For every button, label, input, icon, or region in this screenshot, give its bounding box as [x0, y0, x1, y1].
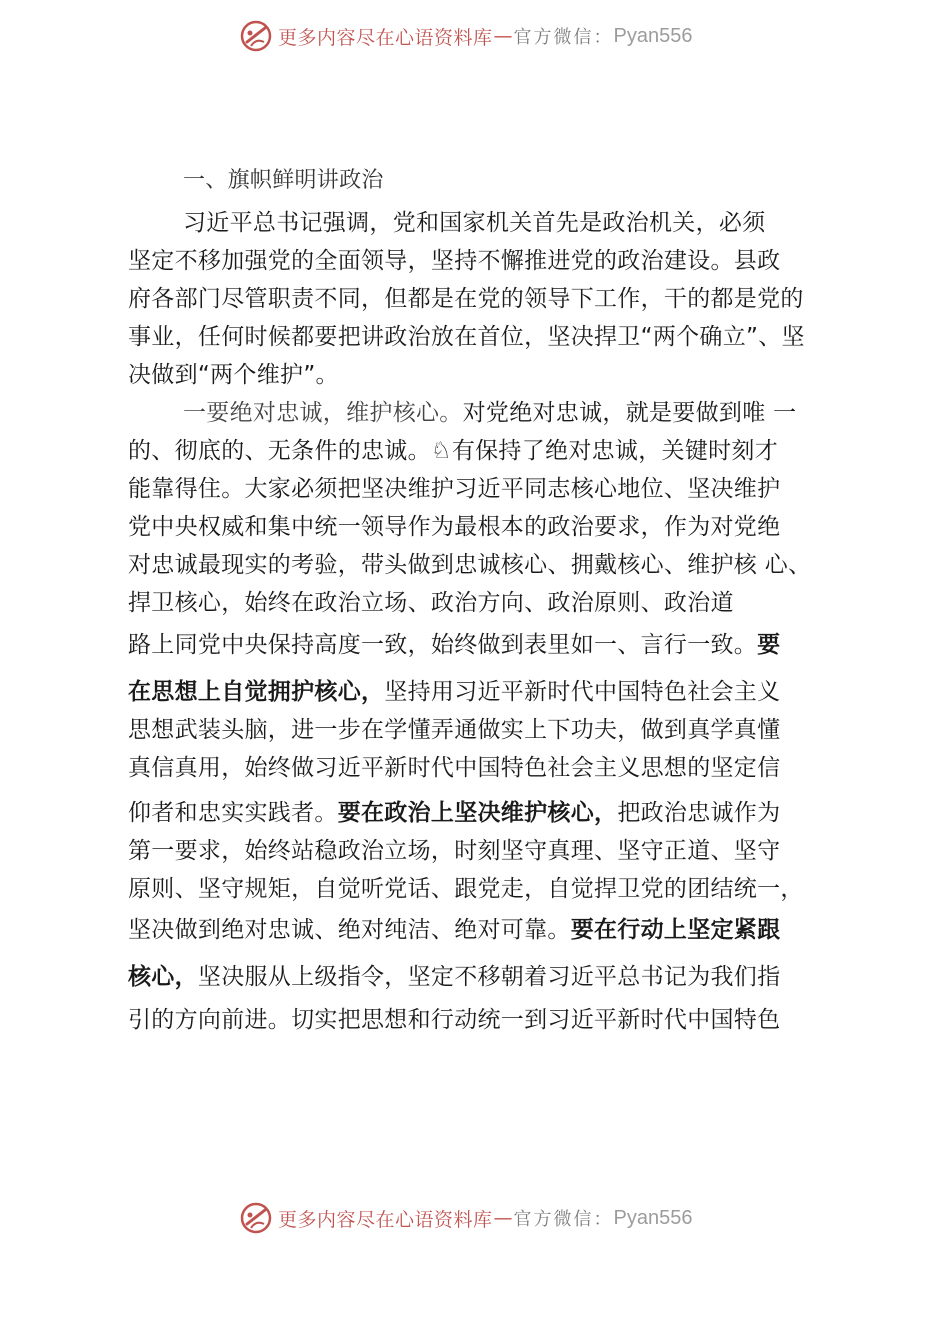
- watermark-label: 官方微信：: [513, 27, 614, 48]
- paragraph-line: 府各部门尽管职责不同，但都是在党的领导下工作，干的都是党的: [128, 286, 804, 312]
- paragraph-line: 能靠得住。大家必须把坚决维护习近平同志核心地位、坚决维护: [128, 476, 781, 502]
- text-run: 对党绝对忠诚，就是要做到唯 一: [462, 400, 797, 426]
- book-quill-logo-icon: [238, 18, 274, 54]
- watermark-footer: [238, 1200, 692, 1236]
- bold-run: 要在行动上坚定紧跟: [570, 917, 781, 943]
- paragraph-line: 思想武装头脑，进一步在学懂弄通做实上下功夫，做到真学真懂: [128, 717, 781, 743]
- paragraph-line: [128, 962, 780, 992]
- paragraph-line: 对忠诚最现实的考验，带头做到忠诚核心、拥戴核心、维护核 心、: [128, 552, 812, 578]
- paragraph-line: 真信真用，始终做习近平新时代中国特色社会主义思想的坚定信: [128, 755, 781, 781]
- paragraph-line: 事业，任何时候都要把讲政治放在首位，坚决捍卫“两个确立”、坚: [128, 324, 805, 350]
- paragraph-line: [128, 677, 780, 707]
- paragraph-line: 坚定不移加强党的全面领导，坚持不懈推进党的政治建设。县政: [128, 248, 781, 274]
- paragraph-line: 捍卫核心，始终在政治立场、政治方向、政治原则、政治道: [128, 590, 734, 616]
- paragraph-line: 决做到“两个维护”。: [128, 362, 339, 388]
- watermark-separator: —: [493, 1207, 513, 1229]
- text-run: 仰者和忠实实践者。: [128, 800, 338, 826]
- text-run: 路上同党中央保持高度一致，始终做到表里如一、言行一致。: [128, 632, 758, 658]
- bold-run: 核心，: [128, 964, 198, 990]
- paragraph-line: 党中央权威和集中统一领导作为最根本的政治要求，作为对党绝: [128, 514, 781, 540]
- watermark-brand: 更多内容尽在心语资料库: [278, 1208, 493, 1231]
- section-heading: 一、旗帜鲜明讲政治: [183, 168, 384, 193]
- paragraph-line: 习近平总书记强调，党和国家机关首先是政治机关，必须: [183, 210, 766, 236]
- paragraph-line: 引的方向前进。切实把思想和行动统一到习近平新时代中国特色: [128, 1007, 781, 1033]
- text-run: 坚决做到绝对忠诚、绝对纯洁、绝对可靠。: [128, 917, 571, 943]
- book-quill-logo-icon: [238, 1200, 274, 1236]
- watermark-wechat-id: Pyan556: [613, 24, 693, 47]
- subsection-lead: 一要绝对忠诚，维护核心。: [183, 400, 463, 426]
- watermark-brand: 更多内容尽在心语资料库: [278, 26, 493, 49]
- paragraph-line: [128, 630, 780, 660]
- paragraph-line: 第一要求，始终站稳政治立场，时刻坚守真理、坚守正道、坚守: [128, 838, 781, 864]
- watermark-separator: —: [493, 25, 513, 47]
- text-run: 坚决服从上级指令，坚定不移朝着习近平总书记为我们指: [197, 964, 781, 990]
- text-run: 把政治忠诚作为: [617, 800, 781, 826]
- paragraph-line: [183, 398, 796, 428]
- text-run: 坚持用习近平新时代中国特色社会主义: [384, 679, 781, 705]
- paragraph-line: [128, 915, 780, 945]
- watermark-label: 官方微信：: [513, 1209, 614, 1230]
- watermark-header: [238, 18, 692, 54]
- bold-run: 要在政治上坚决维护核心，: [337, 800, 618, 826]
- watermark-wechat-id: Pyan556: [613, 1206, 693, 1229]
- bold-run: 在思想上自觉拥护核心，: [128, 679, 385, 705]
- paragraph-line: 的、彻底的、无条件的忠诚。♘有保持了绝对忠诚，关键时刻才: [128, 438, 779, 464]
- bold-run: 要: [757, 632, 781, 658]
- paragraph-line: 原则、坚守规矩，自觉听党话、跟党走，自觉捍卫党的团结统一，: [128, 876, 804, 902]
- paragraph-line: [128, 798, 780, 828]
